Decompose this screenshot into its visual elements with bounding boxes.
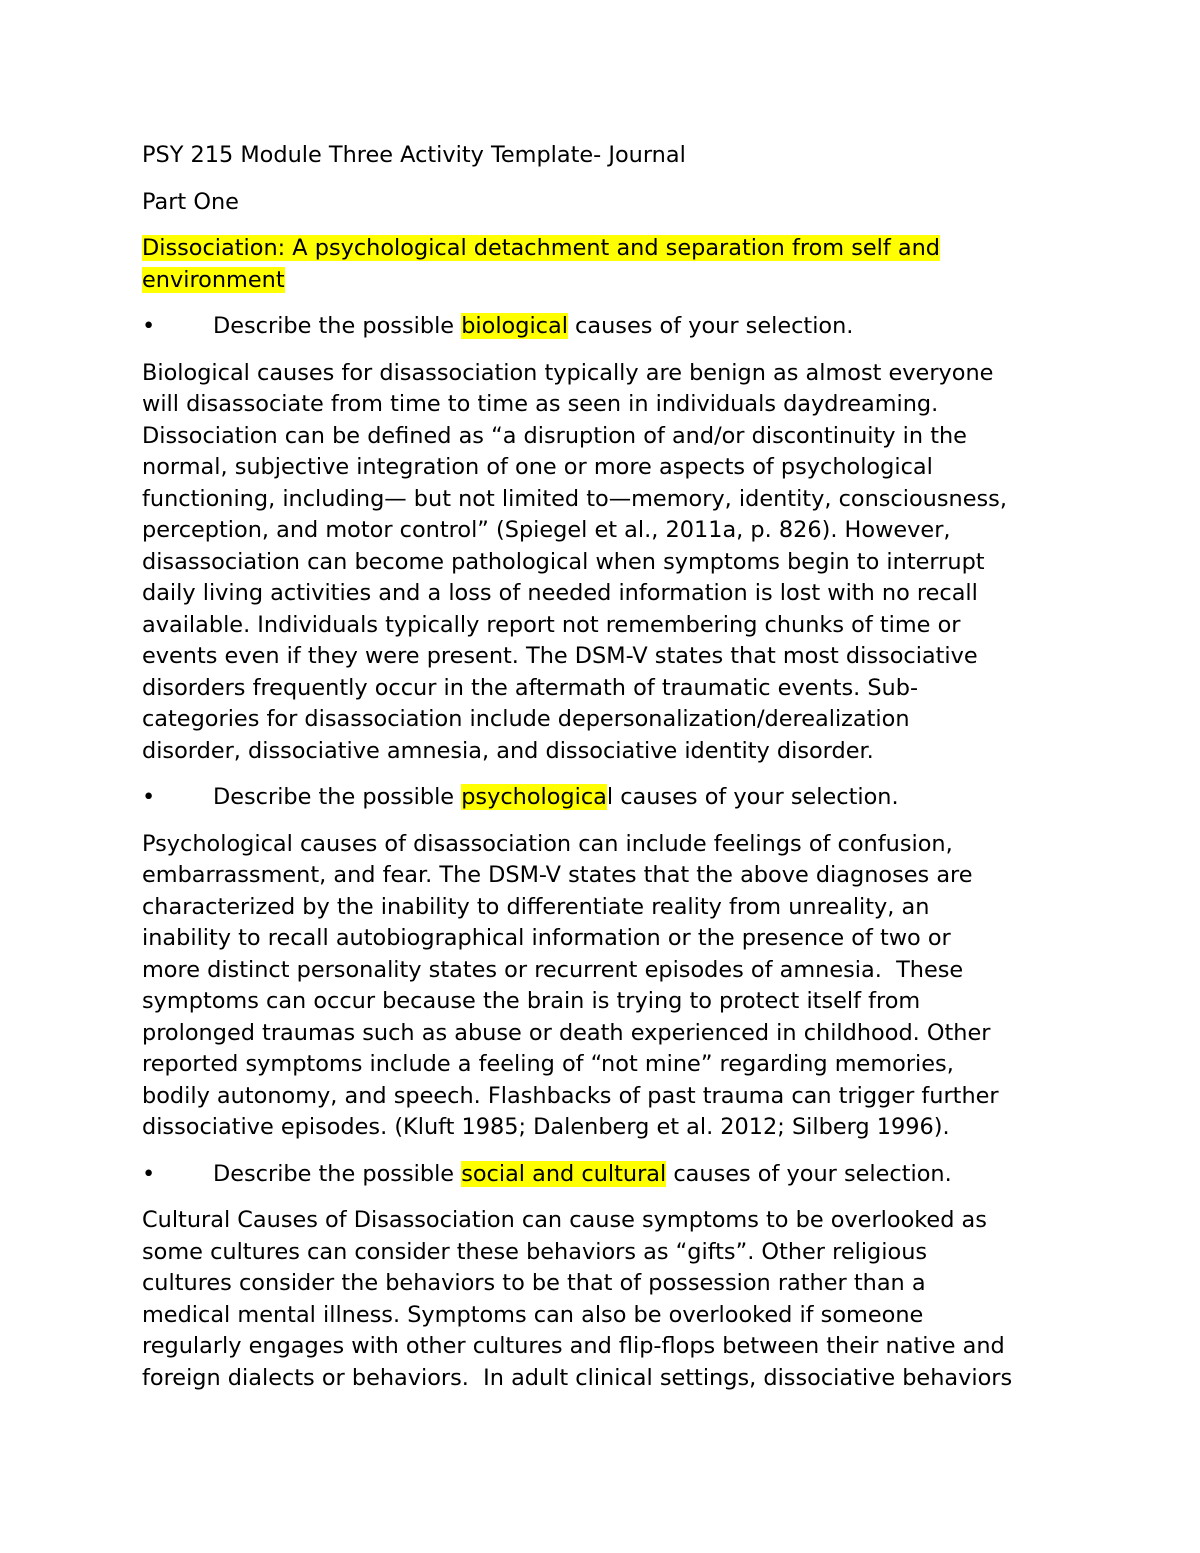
paragraph-line: inability to recall autobiographical information or the presence of two or bbox=[142, 925, 951, 951]
prompt-highlight: psychologica bbox=[461, 784, 607, 810]
prompt-text: l causes of your selection. bbox=[606, 784, 899, 810]
prompt-psychological bbox=[142, 782, 1082, 814]
prompt-highlight: social and cultural bbox=[461, 1160, 667, 1187]
bullet-icon: • bbox=[142, 784, 156, 810]
document-title: PSY 215 Module Three Activity Template- Journal bbox=[142, 142, 686, 168]
paragraph-line: characterized by the inability to differentiate reality from unreality, an bbox=[142, 893, 930, 920]
paragraph-line: regularly engages with other cultures and flip-flops between their native and bbox=[142, 1333, 1005, 1359]
paragraph-line: embarrassment, and fear. The DSM-V states that the above diagnoses are bbox=[142, 862, 973, 888]
prompt-social-cultural bbox=[142, 1159, 1082, 1191]
bullet-icon: • bbox=[142, 313, 156, 339]
paragraph-line: daily living activities and a loss of needed information is lost with no recall bbox=[142, 580, 978, 606]
selection-line: environment bbox=[142, 266, 285, 293]
paragraph-line: Psychological causes of disassociation can include feelings of confusion, bbox=[142, 830, 953, 857]
bullet-icon: • bbox=[142, 1160, 156, 1187]
paragraph-line: disassociation can become pathological when symptoms begin to interrupt bbox=[142, 548, 985, 575]
biological-answer bbox=[142, 358, 1082, 768]
selection-line: Dissociation: A psychological detachment and separation from self and bbox=[142, 235, 941, 261]
paragraph-line: cultures consider the behaviors to be that of possession rather than a bbox=[142, 1270, 926, 1296]
paragraph-line: some cultures can consider these behaviors as “gifts”. Other religious bbox=[142, 1238, 928, 1265]
paragraph-line: Biological causes for disassociation typically are benign as almost everyone bbox=[142, 359, 994, 386]
paragraph-line: dissociative episodes. (Kluft 1985; Dalenberg et al. 2012; Silberg 1996). bbox=[142, 1114, 950, 1140]
paragraph-line: reported symptoms include a feeling of “not mine” regarding memories, bbox=[142, 1051, 954, 1077]
paragraph-line: symptoms can occur because the brain is trying to protect itself from bbox=[142, 988, 921, 1014]
document-page bbox=[142, 140, 1082, 1409]
selection-definition bbox=[142, 233, 1082, 296]
paragraph-line: Dissociation can be defined as “a disruption of and/or discontinuity in the bbox=[142, 422, 967, 449]
paragraph-line: normal, subjective integration of one or more aspects of psychological bbox=[142, 454, 933, 480]
paragraph-line: events even if they were present. The DSM-V states that most dissociative bbox=[142, 643, 978, 669]
paragraph-line: Cultural Causes of Disassociation can cause symptoms to be overlooked as bbox=[142, 1207, 987, 1233]
paragraph-line: bodily autonomy, and speech. Flashbacks of past trauma can trigger further bbox=[142, 1082, 999, 1109]
paragraph-line: functioning, including— but not limited to—memory, identity, consciousness, bbox=[142, 485, 1007, 512]
paragraph-line: perception, and motor control” (Spiegel et al., 2011a, p. 826). However, bbox=[142, 517, 951, 543]
prompt-text: causes of your selection. bbox=[666, 1160, 952, 1187]
cultural-answer bbox=[142, 1205, 1082, 1394]
paragraph-line: categories for disassociation include depersonalization/derealization bbox=[142, 706, 910, 732]
paragraph-line: prolonged traumas such as abuse or death experienced in childhood. Other bbox=[142, 1019, 991, 1046]
prompt-text: Describe the possible bbox=[213, 1160, 462, 1187]
prompt-biological bbox=[142, 311, 1082, 343]
prompt-text: causes of your selection. bbox=[567, 313, 854, 339]
part-heading: Part One bbox=[142, 188, 239, 215]
paragraph-line: medical mental illness. Symptoms can also be overlooked if someone bbox=[142, 1301, 924, 1328]
paragraph-line: disorder, dissociative amnesia, and dissociative identity disorder. bbox=[142, 737, 874, 764]
paragraph-line: disorders frequently occur in the aftermath of traumatic events. Sub- bbox=[142, 674, 919, 701]
psychological-answer bbox=[142, 829, 1082, 1144]
prompt-text: Describe the possible bbox=[213, 784, 462, 810]
paragraph-line: more distinct personality states or recurrent episodes of amnesia. These bbox=[142, 956, 964, 983]
paragraph-line: available. Individuals typically report not remembering chunks of time or bbox=[142, 611, 961, 638]
prompt-highlight: biological bbox=[461, 313, 568, 339]
prompt-text: Describe the possible bbox=[213, 313, 462, 339]
paragraph-line: foreign dialects or behaviors. In adult clinical settings, dissociative behaviors bbox=[142, 1364, 1013, 1391]
paragraph-line: will disassociate from time to time as seen in individuals daydreaming. bbox=[142, 391, 939, 417]
